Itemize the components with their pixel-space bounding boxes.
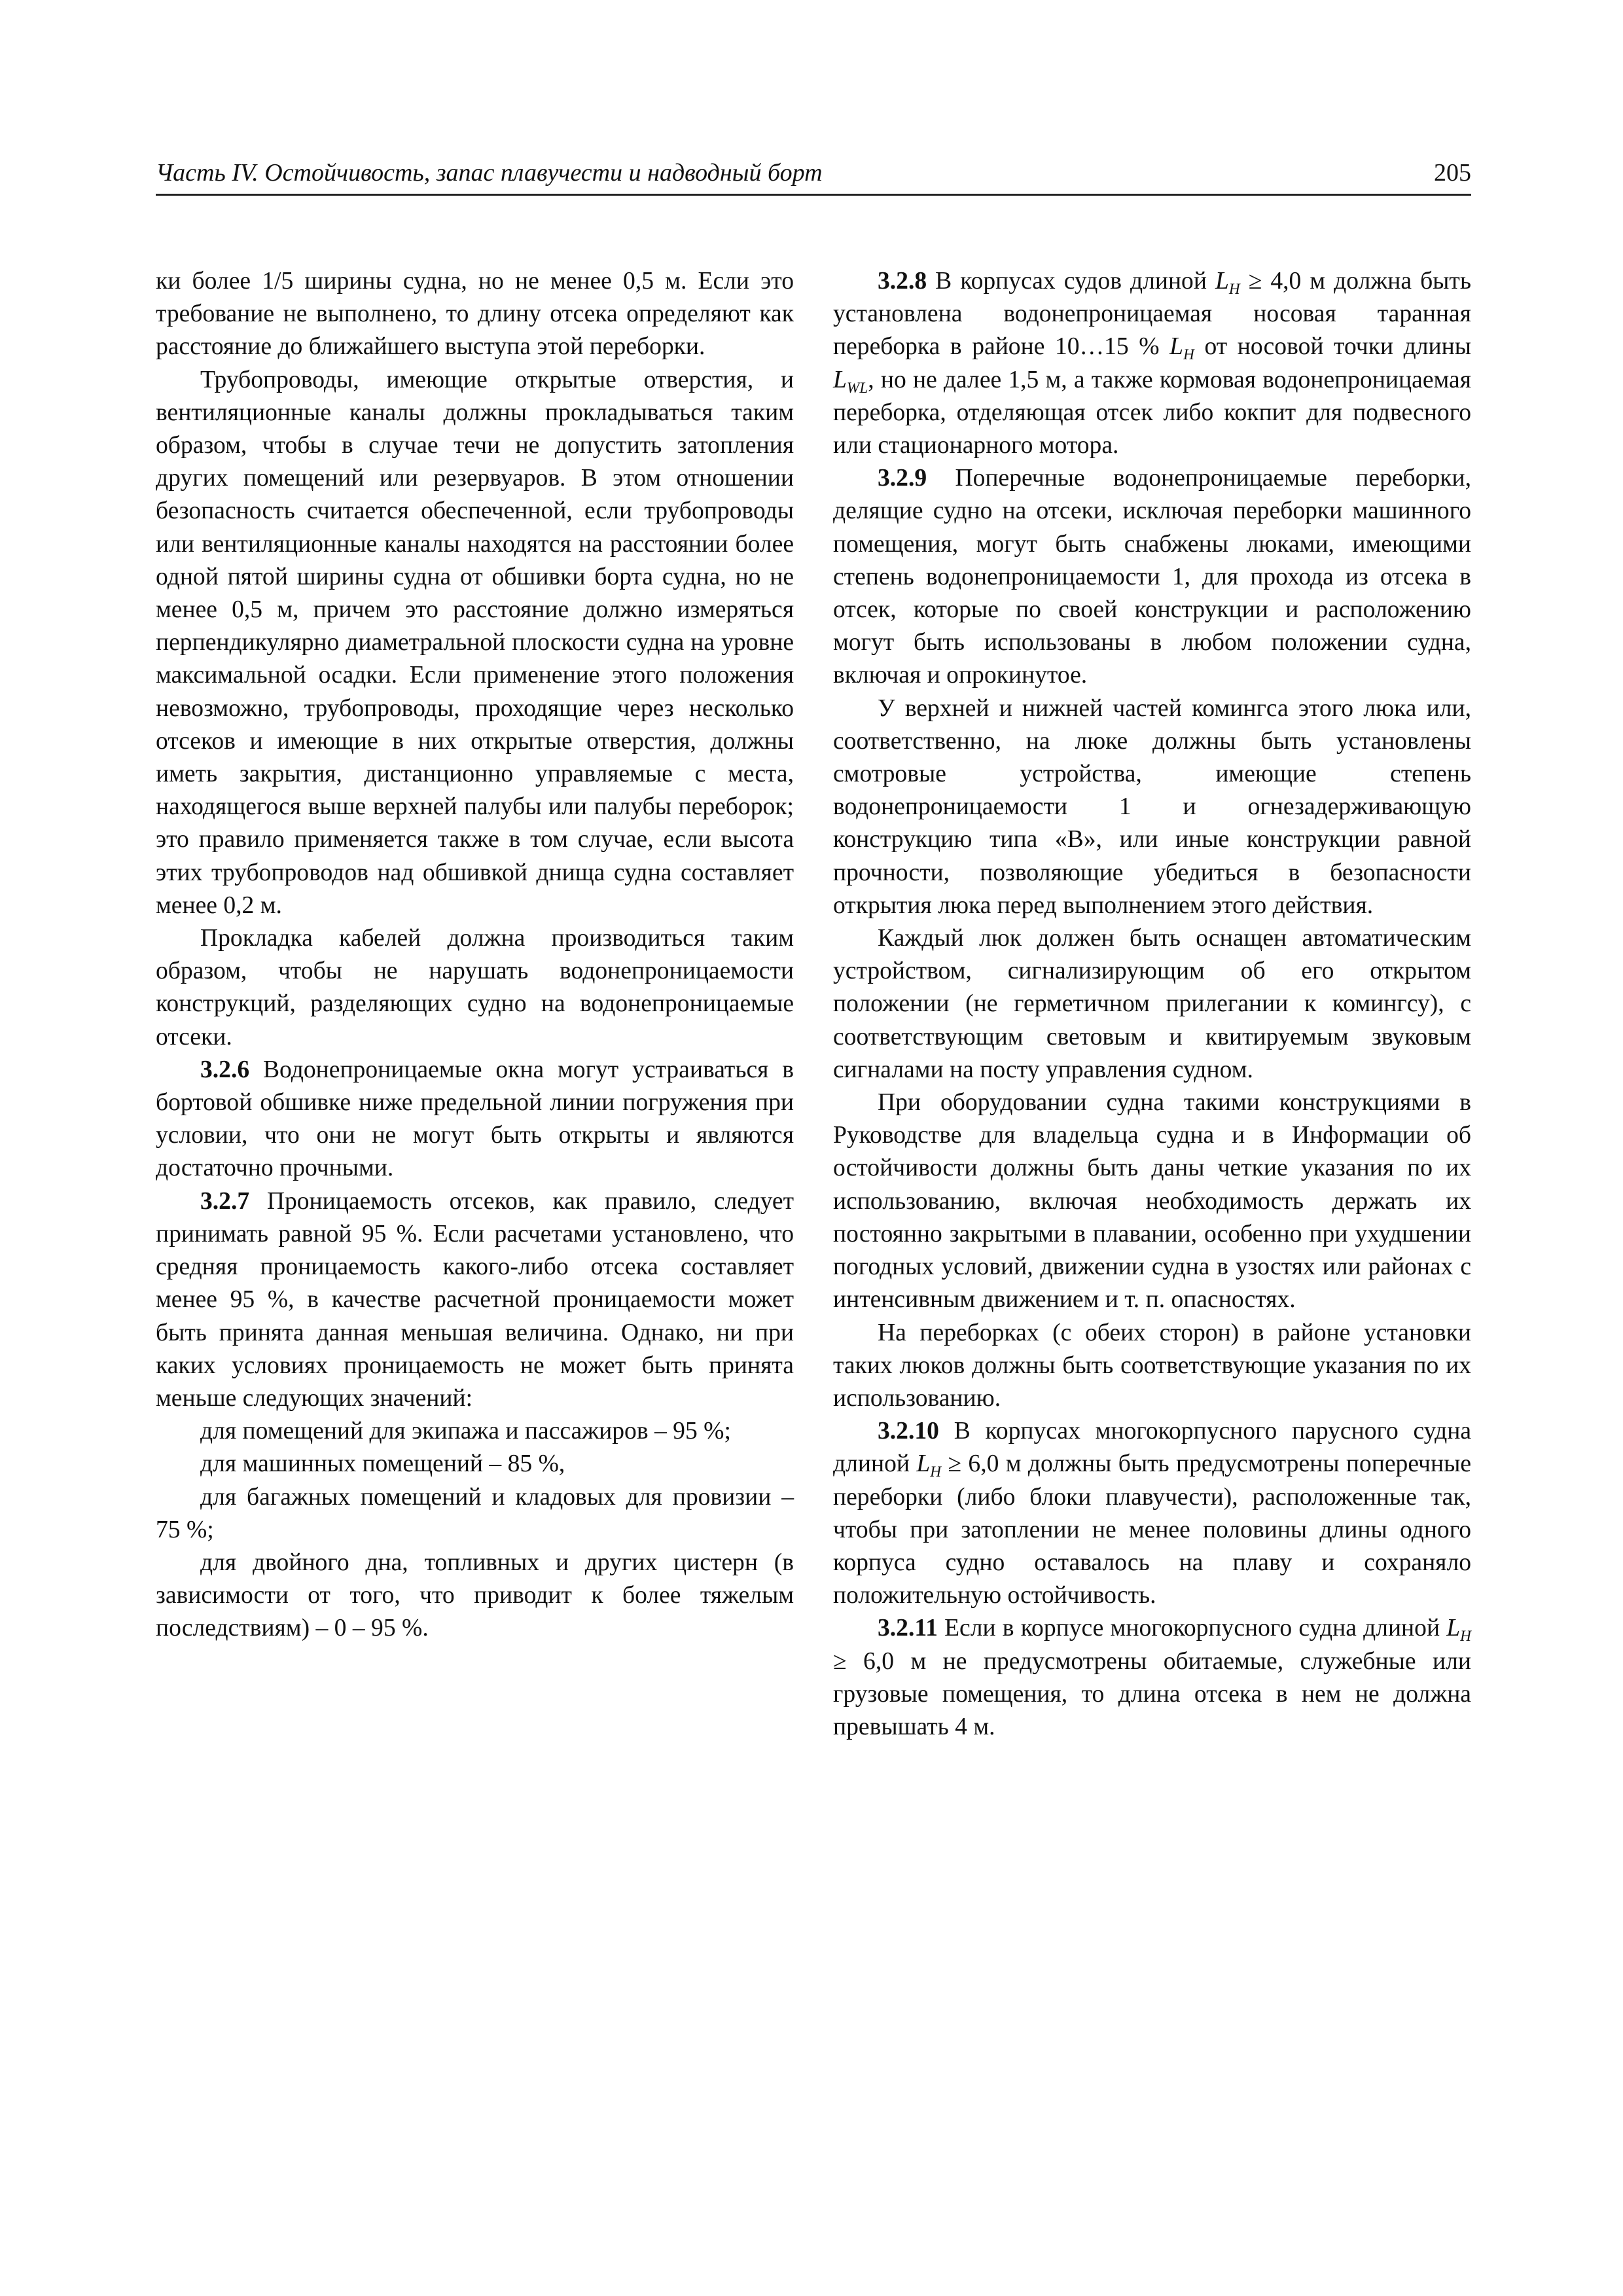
section-3-2-8 xyxy=(833,265,1471,462)
right-column xyxy=(833,265,1471,1744)
section-text: Поперечные водонепроницаемые переборки, делящие судно на отсеки, исключая переборки машинного помещения, могут быть снабжены люками, имеющими степень водонепроницаемости 1, для прохода из отсека в отсек, которые по своей конструкции и расположению могут быть использованы в любом положении судна, включая и опрокинутое. xyxy=(833,465,1471,689)
paragraph: Каждый люк должен быть оснащен автоматическим устройством, сигнализирующим об его открытом положении (не герметичном прилегании к комингсу), с соответствующим световым и квитируемым звуковым сигналами на посту управления судном. xyxy=(833,925,1471,1083)
math-l-wl: $L_{WL}$ xyxy=(833,366,868,397)
list-item: для багажных помещений и кладовых для провизии – 75 %; xyxy=(156,1483,794,1543)
section-3-2-6 xyxy=(156,1054,794,1185)
header-title: Часть IV. Остойчивость, запас плавучести и надводный борт xyxy=(156,159,823,187)
section-text: В корпусах многокорпусного парусного судна длиной xyxy=(833,1418,1471,1478)
section-text: Водонепроницаемые окна могут устраиваться в бортовой обшивке ниже предельной линии погружения при условии, что они не могут быть открыты и являются достаточно прочными. xyxy=(156,1056,794,1182)
section-number: 3.2.11 xyxy=(878,1615,938,1642)
math-l-h: $L_H$ xyxy=(1446,1615,1471,1645)
list-item: для помещений для экипажа и пассажиров – 95 %; xyxy=(200,1418,731,1445)
paragraph: Трубопроводы, имеющие открытые отверстия, и вентиляционные каналы должны прокладываться таким образом, чтобы в случае течи не допустить затопления других помещений или резервуаров. В этом отношении безопасность считается обеспеченной, если трубопроводы или вентиляционные каналы находятся на расстоянии более одной пятой ширины судна от обшивки борта судна, но не менее 0,5 м, причем это расстояние должно измеряться перпендикулярно диаметральной плоскости судна на уровне максимальной осадки. Если применение этого положения невозможно, трубопроводы, проходящие через несколько отсеков и имеющие в них открытые отверстия, должны иметь закрытия, дистанционно управляемые с места, находящегося выше верхней палубы или палубы переборок; это правило применяется также в том случае, если высота этих трубопроводов над обшивкой днища судна составляет менее 0,2 м. xyxy=(156,366,794,919)
section-3-2-9 xyxy=(833,462,1471,692)
section-3-2-11 xyxy=(833,1612,1471,1744)
paragraph: Прокладка кабелей должна производиться таким образом, чтобы не нарушать водонепроницаемости конструкций, разделяющих судно на водонепроницаемые отсеки. xyxy=(156,925,794,1050)
section-text: ≥ 6,0 м должны быть предусмотрены поперечные переборки (либо блоки плавучести), расположенные так, чтобы при затоплении не менее половины длины одного корпуса судно оставалось на плаву и сохраняло положительную остойчивость. xyxy=(833,1450,1471,1609)
section-number: 3.2.6 xyxy=(200,1056,250,1083)
section-number: 3.2.9 xyxy=(878,465,927,492)
section-text: Если в корпусе многокорпусного судна длиной xyxy=(937,1615,1447,1642)
page-number: 205 xyxy=(1434,159,1471,187)
paragraph: На переборках (с обеих сторон) в районе установки таких люков должны быть соответствующие указания по их использованию. xyxy=(833,1319,1471,1412)
paragraph: При оборудовании судна такими конструкциями в Руководстве для владельца судна и в Информации об остойчивости должны быть даны четкие указания по их использованию, включая необходимость держать их постоянно закрытыми в плавании, особенно при ухудшении погодных условий, движении судна в узостях или районах с интенсивным движением и т. п. опасностях. xyxy=(833,1089,1471,1314)
section-text: , но не далее 1,5 м, а также кормовая водонепроницаемая переборка, отделяющая отсек либо кокпит для подвесного или стационарного мотора. xyxy=(833,366,1471,459)
list-item: для двойного дна, топливных и других цистерн (в зависимости от того, что приводит к более тяжелым последствиям) – 0 – 95 %. xyxy=(156,1549,794,1642)
section-number: 3.2.7 xyxy=(200,1187,250,1215)
list-item: для машинных помещений – 85 %, xyxy=(200,1450,565,1478)
math-l-h: $L_H$ xyxy=(916,1450,942,1481)
section-3-2-10 xyxy=(833,1415,1471,1612)
section-text: ≥ 4,0 м должна быть установлена водонепроницаемая носовая таранная переборка в районе 10…15 % xyxy=(833,268,1471,361)
running-header xyxy=(156,154,1471,196)
section-text: Проницаемость отсеков, как правило, следует принимать равной 95 %. Если расчетами установлено, что средняя проницаемость какого-либо отсека составляет менее 95 %, в качестве расчетной проницаемости может быть принята данная меньшая величина. Однако, ни при каких условиях проницаемость не может быть принята меньше следующих значений: xyxy=(156,1187,794,1412)
section-number: 3.2.8 xyxy=(878,268,927,295)
section-3-2-7 xyxy=(156,1185,794,1415)
section-text: от носовой точки длины xyxy=(1194,333,1471,361)
left-column xyxy=(156,265,794,1645)
paragraph: У верхней и нижней частей комингса этого люка или, соответственно, на люке должны быть установлены смотровые устройства, имеющие степень водонепроницаемости 1 и огнезадерживающую конструкцию типа «В», или иные конструкции равной прочности, позволяющие убедиться в безопасности открытия люка перед выполнением этого действия. xyxy=(833,694,1471,919)
section-text: В корпусах судов длиной xyxy=(927,268,1215,295)
math-l-h: $L_H$ xyxy=(1169,333,1194,364)
section-text: ≥ 6,0 м не предусмотрены обитаемые, служебные или грузовые помещения, то длина отсека в нем не должна превышать 4 м. xyxy=(833,1647,1471,1740)
section-number: 3.2.10 xyxy=(878,1418,939,1445)
paragraph: ки более 1/5 ширины судна, но не менее 0,5 м. Если это требование не выполнено, то длину отсека определяют как расстояние до ближайшего выступа этой переборки. xyxy=(156,268,794,361)
math-l-h: $L_H$ xyxy=(1215,268,1240,298)
